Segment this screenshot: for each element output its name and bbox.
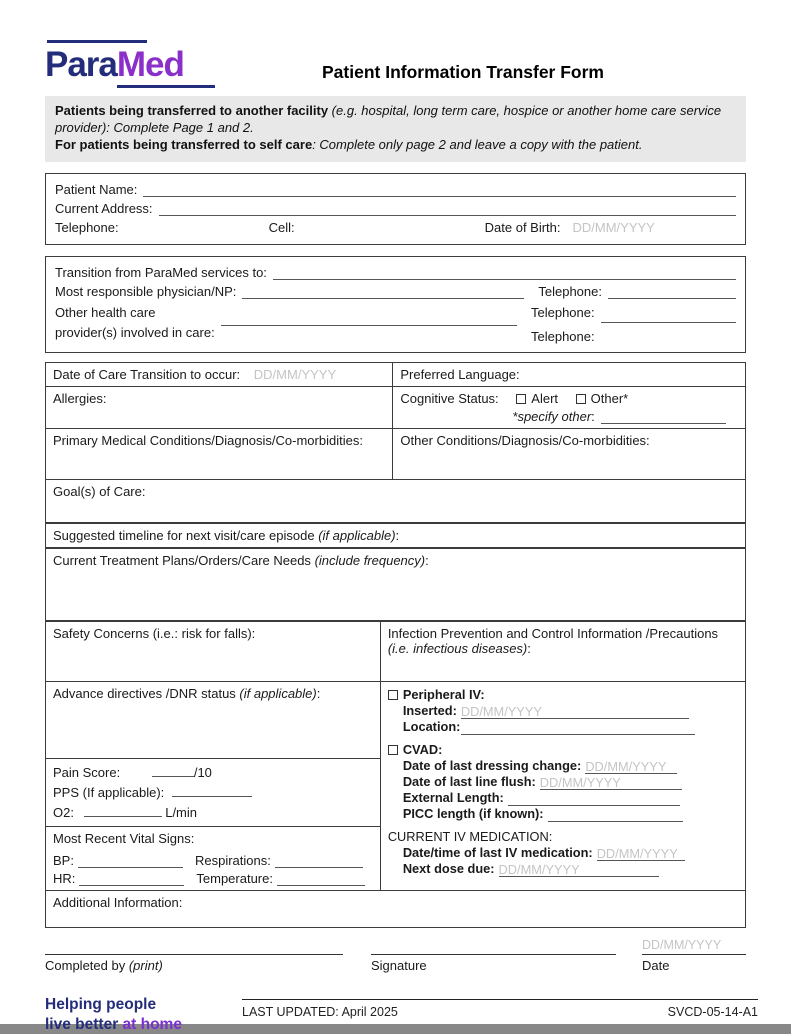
tagline-line2-navy: live better — [45, 1015, 123, 1033]
other-provider-label-line2: provider(s) involved in care: — [55, 324, 215, 340]
completed-by-text: Completed by — [45, 958, 129, 974]
current-iv-medication-title: CURRENT IV MEDICATION: — [387, 828, 553, 844]
cvad-checkbox[interactable] — [388, 745, 398, 755]
other-checkbox[interactable] — [576, 394, 586, 404]
peripheral-iv-label: Peripheral IV: — [402, 686, 485, 702]
other-telephone-label-1: Telephone: — [531, 304, 595, 320]
primary-conditions-label: Primary Medical Conditions/Diagnosis/Co-morbidities: — [53, 432, 363, 448]
physician-telephone-field[interactable] — [608, 284, 736, 299]
o2-suffix: L/min — [165, 804, 198, 820]
signature-block — [45, 938, 746, 973]
page-title: Patient Information Transfer Form — [322, 62, 604, 82]
treatment-plans-italic: (include frequency) — [314, 552, 426, 568]
inserted-label: Inserted: — [402, 702, 457, 718]
physician-telephone-label: Telephone: — [538, 283, 602, 299]
advance-directives-colon: : — [316, 685, 321, 701]
instructions-box — [45, 96, 746, 162]
goals-of-care-label: Goal(s) of Care: — [53, 483, 146, 499]
next-dose-field[interactable]: DD/MM/YYYY — [499, 862, 659, 877]
date-label: Date — [642, 958, 670, 974]
o2-label: O2: — [53, 804, 74, 820]
safety-concerns-label: Safety Concerns (i.e.: risk for falls): — [53, 625, 256, 641]
vital-signs-title: Most Recent Vital Signs: — [53, 831, 195, 847]
bp-label: BP: — [53, 853, 74, 869]
form-header — [45, 40, 746, 88]
external-length-field[interactable] — [508, 791, 680, 806]
advance-directives-cell[interactable] — [46, 682, 380, 758]
other-provider-field[interactable] — [221, 311, 517, 326]
picc-length-field[interactable] — [548, 807, 683, 822]
instructions-line2-bold: For patients being transferred to self care — [55, 136, 313, 152]
primary-conditions-cell[interactable] — [46, 429, 393, 479]
infection-prevention-label: Infection Prevention and Control Information /Precautions — [387, 625, 719, 641]
current-address-field[interactable] — [159, 201, 736, 216]
logo-text-med: Med — [116, 45, 184, 84]
alert-checkbox[interactable] — [516, 394, 526, 404]
care-details-table — [45, 362, 746, 929]
location-label: Location: — [402, 718, 461, 734]
allergies-label: Allergies: — [53, 390, 107, 406]
specify-other-field[interactable] — [601, 409, 726, 424]
allergies-cell[interactable] — [46, 387, 393, 428]
other-option-label: Other* — [590, 390, 629, 406]
physician-label: Most responsible physician/NP: — [55, 283, 237, 299]
last-iv-medication-label: Date/time of last IV medication: — [402, 844, 593, 860]
transition-box — [45, 256, 746, 353]
respirations-label: Respirations: — [194, 853, 271, 869]
instructions-line2-italic: : Complete only page 2 and leave a copy with the patient. — [312, 136, 643, 152]
tagline-line2-purple: at home — [122, 1015, 182, 1033]
location-field[interactable] — [461, 720, 695, 735]
cognitive-status-label: Cognitive Status: — [400, 390, 499, 406]
telephone-label: Telephone: — [55, 219, 119, 235]
page-footer — [45, 995, 758, 1034]
patient-name-label: Patient Name: — [55, 181, 138, 197]
pain-score-label: Pain Score: — [53, 764, 121, 780]
pps-field[interactable] — [172, 783, 252, 797]
doc-code-text: SVCD-05-14-A1 — [667, 1005, 758, 1020]
preferred-language-cell[interactable] — [393, 363, 745, 386]
last-iv-medication-field[interactable]: DD/MM/YYYY — [597, 846, 685, 861]
peripheral-iv-checkbox[interactable] — [388, 690, 398, 700]
additional-info-cell[interactable] — [46, 891, 745, 927]
tagline — [45, 995, 230, 1034]
picc-length-label: PICC length (if known): — [402, 805, 544, 821]
dressing-change-label: Date of last dressing change: — [402, 757, 582, 773]
line-flush-field[interactable]: DD/MM/YYYY — [540, 775, 682, 790]
instructions-line1-italic: (e.g. hospital, long term care, hospice or another home care service provider): Complete Page 1 and 2. — [55, 103, 722, 135]
other-provider-label-line1: Other health care — [55, 304, 156, 320]
other-conditions-label: Other Conditions/Diagnosis/Co-morbidities: — [400, 432, 650, 448]
specify-other-colon: : — [591, 408, 595, 424]
goals-of-care-cell[interactable] — [46, 480, 745, 522]
respirations-field[interactable] — [275, 854, 363, 868]
treatment-plans-colon: : — [425, 552, 429, 568]
care-transition-date-field[interactable]: DD/MM/YYYY — [253, 366, 337, 382]
paramed-logo — [45, 40, 235, 88]
advance-directives-label: Advance directives /DNR status — [53, 685, 240, 701]
bp-field[interactable] — [78, 854, 183, 868]
last-updated-text: LAST UPDATED: April 2025 — [242, 1005, 398, 1020]
completed-by-print-italic: (print) — [128, 958, 163, 974]
hr-field[interactable] — [79, 872, 184, 886]
alert-option-label: Alert — [531, 390, 559, 406]
date-placeholder: DD/MM/YYYY — [642, 938, 722, 953]
infection-prevention-colon: : — [527, 640, 531, 656]
external-length-label: External Length: — [402, 789, 504, 805]
dob-label: Date of Birth: — [484, 219, 561, 235]
transition-to-label: Transition from ParaMed services to: — [55, 264, 267, 280]
pps-label: PPS (If applicable): — [53, 784, 165, 800]
logo-text-para: Para — [45, 45, 117, 84]
timeline-colon: : — [395, 527, 400, 543]
o2-field[interactable] — [84, 803, 162, 817]
cell-label: Cell: — [268, 219, 295, 235]
pain-score-field[interactable] — [152, 763, 194, 777]
tagline-line1: Helping people — [45, 996, 157, 1014]
logo-bottom-line-decoration — [117, 85, 215, 88]
advance-directives-italic: (if applicable) — [239, 685, 317, 701]
patient-identity-box — [45, 173, 746, 245]
other-provider-label — [55, 303, 215, 347]
dob-field[interactable]: DD/MM/YYYY — [572, 219, 655, 235]
next-dose-label: Next dose due: — [402, 860, 495, 876]
timeline-label: Suggested timeline for next visit/care episode — [53, 527, 319, 543]
physician-field[interactable] — [242, 284, 524, 299]
completed-by-label — [45, 955, 343, 973]
patient-name-field[interactable] — [143, 182, 736, 197]
care-transition-date-label: Date of Care Transition to occur: — [53, 366, 241, 382]
safety-concerns-cell[interactable] — [46, 622, 381, 681]
infection-prevention-cell[interactable] — [381, 622, 745, 681]
hr-label: HR: — [53, 871, 76, 887]
cvad-label: CVAD: — [402, 741, 443, 757]
other-telephone-field-1[interactable] — [601, 308, 736, 323]
other-telephone-label-2: Telephone: — [531, 328, 595, 344]
other-conditions-cell[interactable] — [393, 429, 745, 479]
temperature-label: Temperature: — [196, 871, 273, 887]
logo-top-line-decoration — [47, 40, 147, 43]
pain-score-suffix: /10 — [193, 764, 212, 780]
current-address-label: Current Address: — [55, 200, 153, 216]
temperature-field[interactable] — [277, 872, 365, 886]
inserted-field[interactable]: DD/MM/YYYY — [461, 704, 689, 719]
treatment-plans-label: Current Treatment Plans/Orders/Care Needs — [53, 552, 315, 568]
timeline-cell[interactable] — [46, 524, 745, 547]
treatment-plans-cell[interactable] — [46, 549, 745, 620]
additional-info-label: Additional Information: — [53, 895, 183, 911]
transition-to-field[interactable] — [273, 265, 736, 280]
specify-other-label: *specify other — [512, 408, 592, 424]
timeline-label-italic: (if applicable) — [318, 527, 396, 543]
instructions-line1-bold: Patients being transferred to another facility — [55, 103, 332, 118]
signature-label: Signature — [371, 958, 427, 974]
infection-prevention-italic: (i.e. infectious diseases) — [387, 640, 528, 656]
preferred-language-label: Preferred Language: — [400, 366, 520, 382]
dressing-change-field[interactable]: DD/MM/YYYY — [585, 759, 677, 774]
line-flush-label: Date of last line flush: — [402, 773, 536, 789]
iv-information-cell — [381, 682, 745, 891]
